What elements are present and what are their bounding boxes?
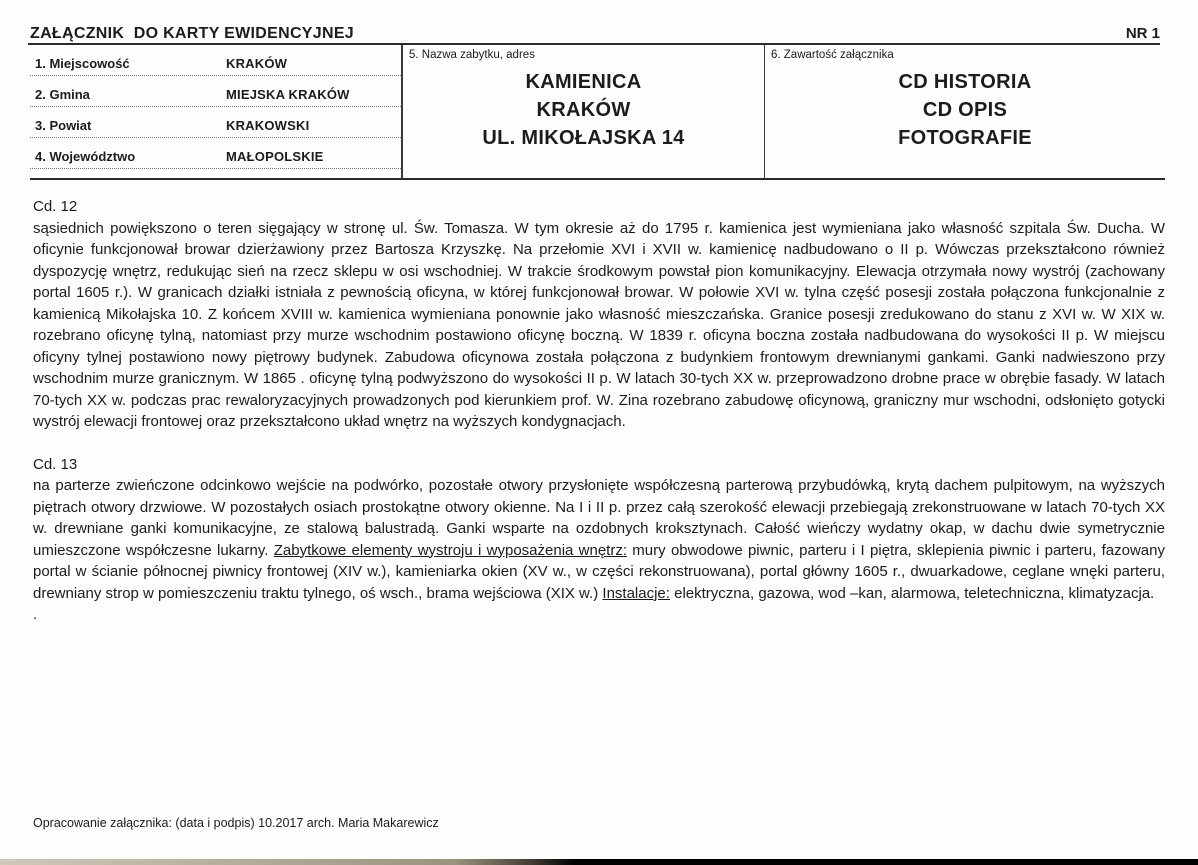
field-value-gmina: MIEJSKA KRAKÓW — [226, 87, 350, 102]
field-label-wojewodztwo: 4. Województwo — [35, 149, 136, 164]
field-value-wojewodztwo: MAŁOPOLSKIE — [226, 149, 324, 164]
field-label-gmina: 2. Gmina — [35, 87, 90, 102]
attachment-contents-cell — [765, 45, 1165, 180]
section-cd13 — [33, 454, 1165, 626]
field-label-powiat: 3. Powiat — [35, 118, 92, 133]
historic-elements-text: mury obwodowe piwnic, parteru i I piętra, sklepienia piwnic i parteru, fazowany portal w ścianie północnej piwnicy frontowej (XIV w.), kamieniarka okien (XV w., w części rekonstruowana), portal główny 1605 r., dwuarkadowe, ceglane wnęki parteru, drewniany strop w pomieszczeniu traktu tylnego, oś wsch., brama wejściowa (XIX w.) — [33, 541, 1165, 602]
field-label-miejscowosc: 1. Miejscowość — [35, 56, 130, 71]
section-cd12-paragraph: sąsiednich powiększono o teren sięgający w stronę ul. Św. Tomasza. W tym okresie aż do 1795 r. kamienica jest wymieniana jako własność szpitala Św. Ducha. W oficynie funkcjonował browar dzierżawiony przez Bartosza Krzyszkę. Na przełomie XVI i XVII w. kamienicę nadbudowano o II p. Wówczas przekształcono również dyspozycję wnętrz, redukując sień na rzecz sklepu w osi wschodniej. W trakcie środkowym powstał pion komunikacyjny. Elewacja otrzymała nowy wystrój (zachowany portal 1605 r.). W granicach działki istniała z pewnością oficyna, w której funkcjonował browar. W połowie XVI w. tylna część posesji została połączona funkcjonalnie z kamienicą Mikołajska 10. Z końcem XVIII w. kamienica wymieniana ponownie jako własność mieszczańska. Granice posesji zredukowano do stanu z XVI w. W XIX w. rozebrano oficynę tylną, natomiast przy murze wschodnim postawiono oficynę boczną. W 1839 r. oficyna boczna została nadbudowana do wysokości II p. W miejscu oficyny tylnej postawiono nowy piętrowy budynek. Zabudowa oficynowa została połączona z budynkiem frontowym drewnianymi gankami. Ganki nadwieszono przy wschodnim murze granicznym. W 1865 . oficynę tylną podwyższono do wysokości II p. W latach 30-tych XX w. przeprowadzono drobne prace w obrębie fasady. W latach 70-tych XX w. podczas prac rewaloryzacyjnych prowadzonych pod kierunkiem prof. W. Zina rozebrano zabudowę oficynową, graniczny mur wschodni, odsłonięto gotycki wystrój elewacji frontowej oraz przekształcono układ wnętrz na wyższych kondygnacjach. — [33, 219, 1165, 430]
monument-city-line: KRAKÓW — [536, 99, 631, 121]
monument-name-cell — [402, 45, 765, 180]
field-value-powiat: KRAKOWSKI — [226, 118, 310, 133]
monument-cell-caption: 5. Nazwa zabytku, adres — [409, 49, 535, 61]
monument-name-lines — [403, 68, 764, 152]
table-row — [30, 45, 401, 76]
cd13-description-text: na parterze zwieńczone odcinkowo wejście na podwórko, pozostałe otwory przysłonięte współczesną parterową przybudówką, krytą dachem pulpitowym, na wyższych piętrach otwory drzwiowe. W pozostałych osiach prostokątne otwory okienne. Na I i II p. przez całą szerokość elewacji przebiegają zrekonstruowane w latach 70-tych XX w. drewniane ganki komunikacyjne, ze stalową balustradą. Ganki wsparte na ozdobnych kroksztynach. Całość wieńczy wydatny okap, w dachu dwie symetrycznie umieszczone współczesne lukarny. — [33, 477, 1165, 559]
contents-line-historia: CD HISTORIA — [898, 71, 1032, 93]
attachment-contents-lines — [765, 68, 1165, 152]
section-cd13-paragraph — [33, 475, 1165, 604]
installations-text: elektryczna, gazowa, wod –kan, alarmowa, teletechniczna, klimatyzacja. — [669, 584, 1155, 602]
monument-address-line: UL. MIKOŁAJSKA 14 — [482, 127, 685, 149]
monument-name-line: KAMIENICA — [525, 71, 642, 93]
trailing-period: . — [33, 606, 38, 623]
document-body — [33, 196, 1165, 626]
contents-line-opis: CD OPIS — [922, 99, 1008, 121]
table-row — [30, 76, 401, 107]
section-cd12 — [33, 196, 1165, 433]
footer-note: Opracowanie załącznika: (data i podpis) 10.2017 arch. Maria Makarewicz — [33, 816, 439, 830]
contents-cell-caption: 6. Zawartość załącznika — [771, 49, 894, 61]
field-value-miejscowosc: KRAKÓW — [226, 56, 288, 71]
contents-line-fotografie: FOTOGRAFIE — [898, 127, 1032, 149]
installations-label: Instalacje: — [602, 584, 670, 602]
table-row — [30, 138, 401, 169]
section-cd13-heading: Cd. 13 — [33, 455, 78, 473]
scan-artifact-bar — [0, 859, 1198, 865]
historic-elements-label: Zabytkowe elementy wystroju i wyposażenia wnętrz: — [273, 541, 628, 559]
page-title: ZAŁĄCZNIK DO KARTY EWIDENCYJNEJ — [30, 25, 354, 42]
table-row — [30, 107, 401, 138]
section-cd12-heading: Cd. 12 — [33, 198, 78, 215]
page-number-label: NR 1 — [1125, 25, 1160, 42]
location-fields-table — [30, 45, 402, 180]
